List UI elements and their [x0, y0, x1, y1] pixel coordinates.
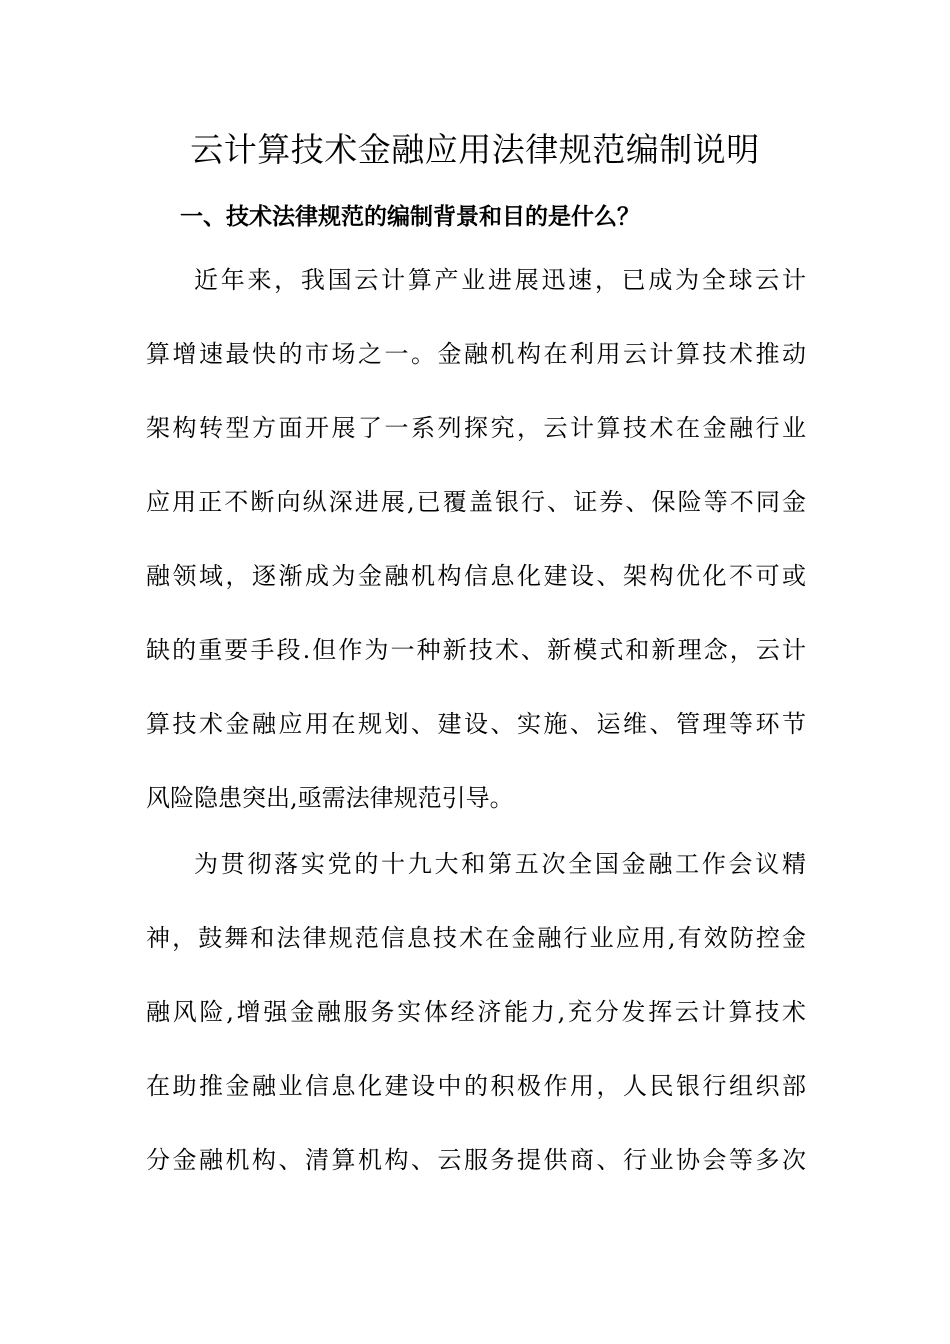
document-title: 云计算技术金融应用法律规范编制说明 — [190, 130, 760, 169]
paragraph-line: 风险隐患突出,亟需法律规范引导。 — [146, 784, 514, 812]
paragraph-line: 神，鼓舞和法律规范信息技术在金融行业应用,有效防控金 — [146, 924, 806, 952]
section-heading: 一、技术法律规范的编制背景和目的是什么？ — [180, 204, 640, 230]
paragraph-line: 架构转型方面开展了一系列探究，云计算技术在金融行业 — [146, 414, 806, 442]
paragraph-line: 分金融机构、清算机构、云服务提供商、行业协会等多次 — [146, 1146, 806, 1174]
paragraph-line: 融领域，逐渐成为金融机构信息化建设、架构优化不可或 — [146, 562, 806, 590]
paragraph-line: 缺的重要手段.但作为一种新技术、新模式和新理念，云计 — [146, 636, 806, 664]
paragraph-line: 算增速最快的市场之一。金融机构在利用云计算技术推动 — [146, 340, 806, 368]
paragraph-line: 为贯彻落实党的十九大和第五次全国金融工作会议精 — [194, 850, 806, 878]
paragraph-line: 算技术金融应用在规划、建设、实施、运维、管理等环节 — [146, 710, 806, 738]
paragraph-line: 应用正不断向纵深进展,已覆盖银行、证券、保险等不同金 — [146, 488, 806, 516]
paragraph-line: 融风险,增强金融服务实体经济能力,充分发挥云计算技术 — [146, 998, 806, 1026]
paragraph-line: 近年来，我国云计算产业进展迅速，已成为全球云计 — [194, 266, 806, 294]
paragraph-line: 在助推金融业信息化建设中的积极作用，人民银行组织部 — [146, 1072, 806, 1100]
